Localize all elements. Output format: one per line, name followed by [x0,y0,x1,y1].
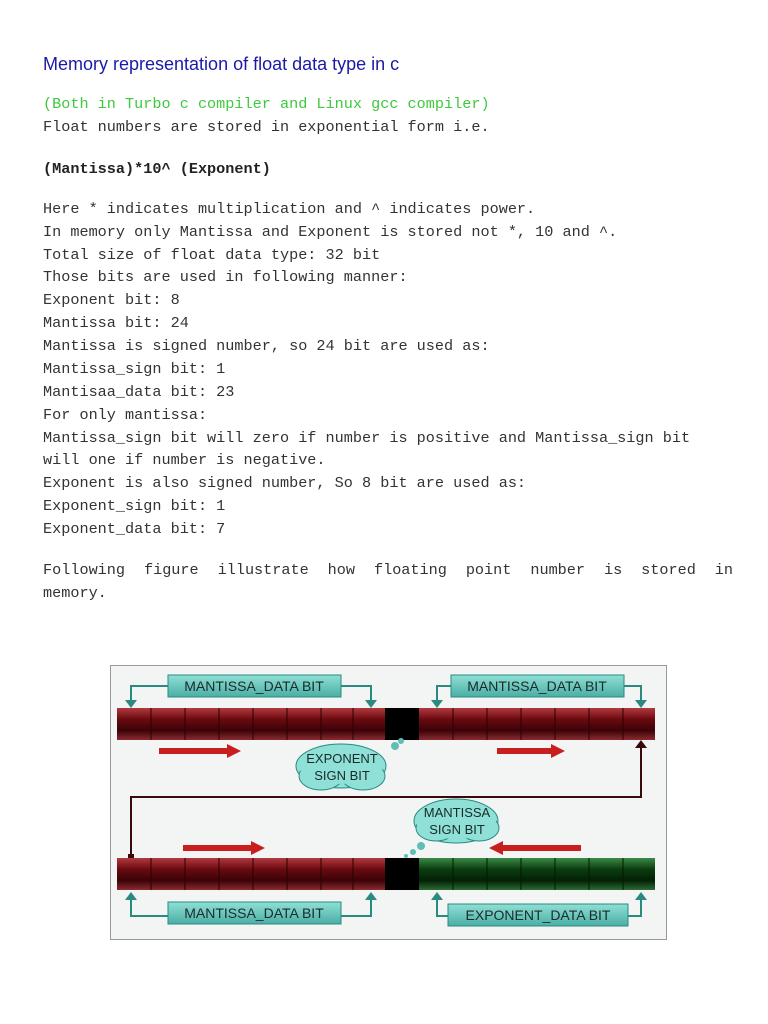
text-line: will one if number is negative. [43,451,326,469]
top-left-arrow [159,744,241,758]
mantissa-sign-cloud [404,799,499,858]
figure-intro: Following figure illustrate how floating point number is stored in [43,561,733,579]
label-bottom-right-text: EXPONENT_DATA BIT [465,907,611,923]
label-bottom-left [168,902,341,924]
text-line: Mantissa_sign bit will zero if number is positive and Mantissa_sign bit [43,429,691,447]
exponent-sign-cell [385,708,419,740]
text-line: Exponent_sign bit: 1 [43,497,226,515]
label-top-right [451,675,624,697]
compiler-note: (Both in Turbo c compiler and Linux gcc compiler) [43,95,490,113]
float-memory-figure [110,665,667,940]
text-line: Exponent_data bit: 7 [43,520,226,538]
exponent-sign-cloud [296,738,404,790]
cloud-mantissa-line1: MANTISSA [423,805,491,820]
label-bottom-right [448,904,628,926]
text-line: Total size of float data type: 32 bit [43,246,381,264]
text-line: Exponent bit: 8 [43,291,180,309]
float-memory-diagram [111,666,666,939]
mantissa-sign-cell [385,858,421,890]
bottom-right-arrow [489,841,581,855]
label-top-right-text: MANTISSA_DATA BIT [467,678,607,694]
cloud-mantissa-line2: SIGN BIT [429,822,485,837]
figure-intro-continued: memory. [43,584,107,602]
text-line: Here * indicates multiplication and ^ indicates power. [43,200,536,218]
text-line: Mantissa bit: 24 [43,314,189,332]
text-line: In memory only Mantissa and Exponent is stored not *, 10 and ^. [43,223,618,241]
text-line: Float numbers are stored in exponential form i.e. [43,118,490,136]
text-line: Mantisaa_data bit: 23 [43,383,235,401]
label-top-left-text: MANTISSA_DATA BIT [184,678,324,694]
text-line: Those bits are used in following manner: [43,268,408,286]
text-line: Mantissa_sign bit: 1 [43,360,226,378]
text-line: Mantissa is signed number, so 24 bit are used as: [43,337,490,355]
wrap-connector [131,742,641,856]
cloud-exponent-line2: SIGN BIT [314,768,370,783]
label-bottom-left-text: MANTISSA_DATA BIT [184,905,324,921]
text-line: For only mantissa: [43,406,208,424]
top-right-arrow [497,744,565,758]
bottom-bit-row [117,858,655,890]
bottom-left-arrow [183,841,265,855]
top-bit-row [117,708,655,740]
cloud-exponent-line1: EXPONENT [306,751,378,766]
text-line: Exponent is also signed number, So 8 bit are used as: [43,474,527,492]
formula-line: (Mantissa)*10^ (Exponent) [43,160,271,178]
label-top-left [168,675,341,697]
page-title: Memory representation of float data type in c [43,54,400,74]
